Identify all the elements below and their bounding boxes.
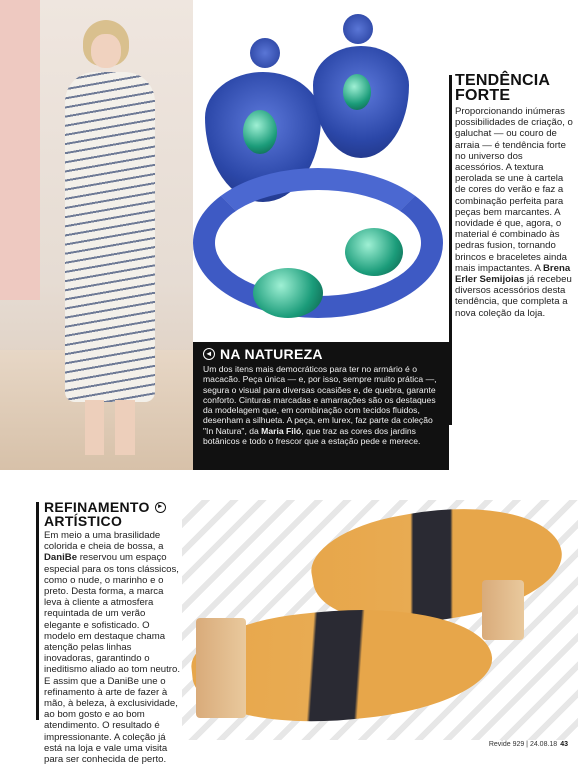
nature-heading-text: NA NATUREZA — [220, 346, 323, 362]
nature-caption-box — [193, 342, 449, 470]
shoe-photo — [182, 500, 578, 740]
shoe-front-heel — [196, 618, 246, 718]
brand-brena-erler: Brena Erler Semijoias — [455, 262, 571, 286]
refinement-heading — [44, 500, 166, 528]
footer-issue: Revide 929 | 24.08.18 — [488, 741, 558, 748]
refinement-body: Em meio a uma brasilidade colorida e cheia de bossa, a DaniBe reservou um espaço especial para os tons clássicos, como o nude, o marinho e o preto. Desta forma, a marca leva à cliente a atmosfera requintada de um verão elegante e sofisticado. O modelo em destaque chama atenção pelas linhas inovadoras, garantindo o ineditismo aliado ao tom neutro. E assim que a DaniBe une o refinamento à arte de fazer à mão, à beleza, à exclusividade, ao bom gosto e ao bom atendimento. O resultado é impressionante. A coleção já está na loja e vale uma visita para ser conhecida de perto. — [44, 530, 180, 766]
striped-jumpsuit — [65, 72, 155, 402]
bracelet-stone-left — [253, 268, 323, 318]
trend-heading-line2: FORTE — [455, 87, 511, 104]
refinement-heading-line2: ARTÍSTICO — [44, 513, 123, 529]
shoe-back-heel — [482, 580, 524, 640]
model-face — [91, 34, 121, 68]
trend-column — [455, 73, 573, 319]
trend-body: Proporcionando inúmeras possibilidades de criação, o galuchat — ou couro de arraia — é tendência forte no universo dos acessórios. A textura perolada se une à cartela de cores do verão e faz a combinação perfeita para peças bem marcantes. A novidade é que, agora, o material é combinado às pedras fusion, tornando brincos e braceletes ainda mais impactantes. A Brena Erler Semijoias já recebeu diversos acessórios desta tendência, que completa a nova coleção da loja. — [455, 106, 573, 319]
earring-stud-right — [343, 14, 373, 44]
arrow-left-icon: ◂ — [203, 348, 215, 360]
column-rule — [449, 75, 452, 425]
page-number: 43 — [560, 741, 568, 748]
brand-danibe: DaniBe — [44, 552, 78, 564]
arrow-right-icon: ▸ — [155, 502, 166, 513]
background-wall — [0, 0, 40, 300]
page-footer — [489, 741, 568, 748]
trend-heading-line1: TENDÊNCIA — [455, 72, 551, 89]
bottom-column-rule — [36, 502, 39, 720]
earring-stone-right — [343, 74, 371, 110]
earring-stud-left — [250, 38, 280, 68]
refinement-heading-line1: REFINAMENTO — [44, 499, 150, 515]
earring-stone-left — [243, 110, 277, 154]
nature-body: Um dos itens mais democráticos para ter no armário é o macacão. Peça única — e, por isso, sempre muito prática —, segura o visual para diversas ocasiões e, de quebra, garante conforto. Cinturas marcadas e amarrações são os destaques da modelagem que, em combinação com tecidos fluidos, desenham a silhueta. A peça, em lurex, faz parte da coleção "In Natura", da Maria Filó, que traz as cores dos jardins botânicos e todo o frescor que a estação pede e merece. — [203, 364, 437, 447]
bracelet-stone-right — [345, 228, 403, 276]
trend-heading — [455, 73, 573, 103]
brand-maria-filo: Maria Filó — [261, 425, 302, 436]
fashion-photo — [0, 0, 193, 470]
model-legs — [85, 400, 135, 455]
jewelry-photo — [193, 0, 449, 342]
nature-heading — [203, 346, 439, 362]
model-figure — [55, 20, 175, 460]
